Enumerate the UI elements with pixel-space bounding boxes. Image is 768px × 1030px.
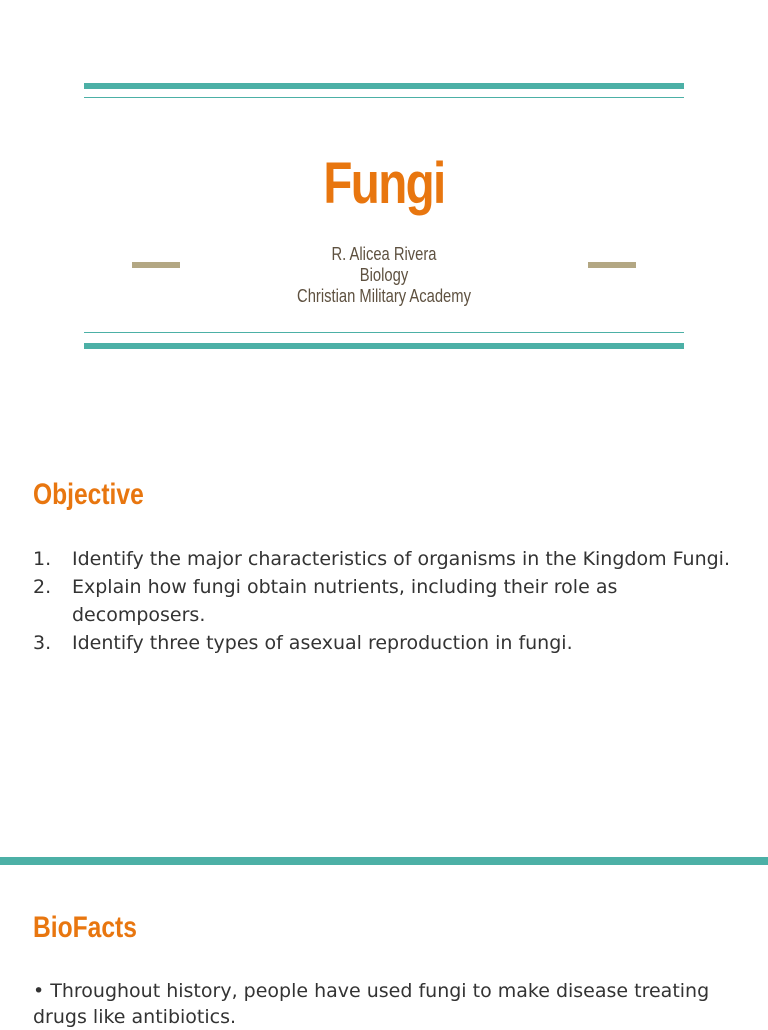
list-number: 2. [33,576,52,598]
biofacts-heading: BioFacts [33,911,137,944]
list-item [33,573,733,629]
list-item [33,545,733,573]
school-line: Christian Military Academy [297,286,471,306]
slide-title: Fungi [323,151,445,216]
top-thick-rule [84,83,684,89]
bottom-thick-rule [84,343,684,349]
list-text: Identify three types of asexual reproduction in fungi. [72,632,573,654]
slide-subtitle [69,244,699,307]
slide-divider [0,857,768,865]
author-line: R. Alicea Rivera [331,244,437,264]
objective-list [33,545,733,657]
list-item [33,629,733,657]
bottom-thin-rule [84,332,684,333]
objective-heading: Objective [33,478,144,511]
list-text: Explain how fungi obtain nutrients, including their role as decomposers. [72,576,618,626]
list-text: Identify the major characteristics of organisms in the Kingdom Fungi. [72,548,730,570]
biofacts-bullet: • Throughout history, people have used fungi to make disease treating drugs like antibiotics. [33,980,710,1028]
top-thin-rule [84,97,684,98]
subject-line: Biology [359,265,409,285]
list-number: 3. [33,632,52,654]
list-number: 1. [33,548,52,570]
